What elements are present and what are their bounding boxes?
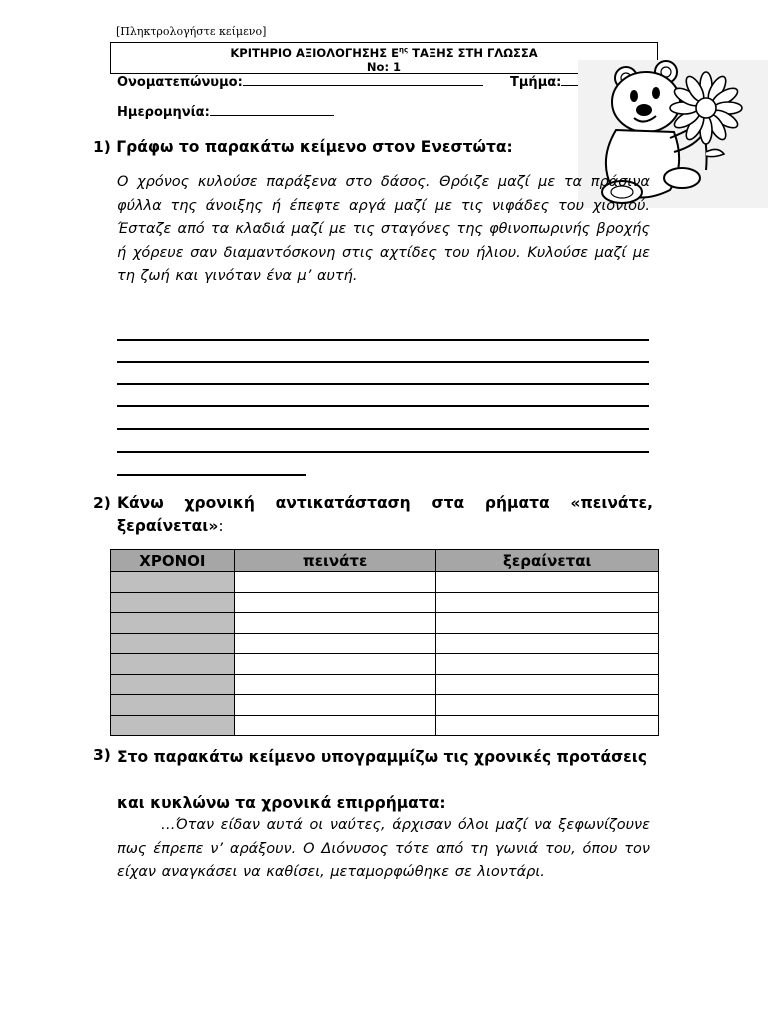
tenses-table [110, 549, 659, 736]
date-label: Ημερομηνία: [117, 105, 210, 120]
q2-instruction [93, 492, 653, 538]
name-field [117, 75, 483, 90]
table-row [111, 633, 659, 654]
answer-cell[interactable] [234, 613, 436, 634]
q2-instruction-text: Κάνω χρονική αντικατάσταση στα ρήματα «πεινάτε, ξεραίνεται» [117, 494, 653, 535]
tense-cell[interactable] [111, 715, 235, 736]
answer-cell[interactable] [436, 633, 659, 654]
title-number: Νο: 1 [366, 59, 402, 74]
answer-cell[interactable] [234, 674, 436, 695]
answer-line[interactable] [117, 405, 649, 407]
answer-line[interactable] [117, 383, 649, 385]
answer-line-short[interactable] [117, 474, 306, 476]
q1-number: 1) [93, 138, 111, 156]
tense-cell[interactable] [111, 654, 235, 675]
tense-cell[interactable] [111, 633, 235, 654]
tense-cell[interactable] [111, 674, 235, 695]
table-row [111, 695, 659, 716]
table-row [111, 613, 659, 634]
answer-line[interactable] [117, 339, 649, 341]
answer-cell[interactable] [436, 695, 659, 716]
q2-colon: : [218, 517, 224, 535]
table-header-verb1: πεινάτε [234, 550, 436, 572]
tense-cell[interactable] [111, 592, 235, 613]
q1-instruction [93, 138, 653, 156]
table-row [111, 654, 659, 675]
answer-cell[interactable] [234, 654, 436, 675]
q3-instruction-line1: Στο παρακάτω κείμενο υπογραμμίζω τις χρονικές προτάσεις [117, 748, 648, 766]
answer-cell[interactable] [436, 572, 659, 593]
date-blank[interactable] [210, 115, 334, 116]
answer-cell[interactable] [234, 695, 436, 716]
q2-number: 2) [93, 494, 111, 512]
tense-cell[interactable] [111, 613, 235, 634]
answer-cell[interactable] [436, 715, 659, 736]
class-label: Τμήμα: [510, 75, 562, 90]
name-blank[interactable] [243, 85, 483, 86]
answer-cell[interactable] [436, 592, 659, 613]
answer-line[interactable] [117, 451, 649, 453]
answer-cell[interactable] [234, 633, 436, 654]
q1-instruction-text: Γράφω το παρακάτω κείμενο στον Ενεστώτα: [116, 138, 513, 156]
title-box [110, 42, 658, 74]
table-row [111, 592, 659, 613]
tense-cell[interactable] [111, 572, 235, 593]
table-header-row [111, 550, 659, 572]
tense-cell[interactable] [111, 695, 235, 716]
q3-passage: …Όταν είδαν αυτά οι ναύτες, άρχισαν όλοι μαζί να ξεφωνίζουνε πως έπρεπε ν’ αράξουν. Ο Διόνυσος τότε από τη γωνιά του, όπου τον είχαν αναγκάσει να καθίσει, μεταμορφώθηκε σε λιοντάρι. [117, 817, 650, 880]
q1-passage: Ο χρόνος κυλούσε παράξενα στο δάσος. Θρόιζε μαζί με τα πράσινα φύλλα της άνοιξης ή έπεφτε αργά μαζί με τις νιφάδες του χιονιού. Έσταζε από τα κλαδιά μαζί με τις σταγόνες της φθινοπωρινής βροχής ή χόρευε σαν διαμαντόσκονη στις αχτίδες του ήλιου. Κυλούσε μαζί με τη ζωή και γινόταν ένα μ’ αυτή. [117, 174, 650, 284]
header-placeholder-text: [Πληκτρολογήστε κείμενο] [116, 25, 267, 38]
answer-cell[interactable] [234, 592, 436, 613]
answer-line[interactable] [117, 361, 649, 363]
table-header-verb2: ξεραίνεται [436, 550, 659, 572]
answer-line[interactable] [117, 428, 649, 430]
title-main: ΚΡΙΤΗΡΙΟ ΑΞΙΟΛΟΓΗΣΗΣ Ε [230, 45, 400, 60]
name-label: Ονοματεπώνυμο: [117, 75, 243, 90]
answer-cell[interactable] [234, 715, 436, 736]
table-header-tenses: ΧΡΟΝΟΙ [111, 550, 235, 572]
q3-instruction-line2: και κυκλώνω τα χρονικά επιρρήματα: [117, 794, 446, 812]
q3-number: 3) [93, 746, 111, 764]
date-field [117, 105, 334, 120]
table-row [111, 572, 659, 593]
answer-cell[interactable] [436, 613, 659, 634]
title-line [111, 43, 657, 60]
answer-cell[interactable] [436, 674, 659, 695]
table-row [111, 674, 659, 695]
table-row [111, 715, 659, 736]
answer-cell[interactable] [436, 654, 659, 675]
answer-cell[interactable] [234, 572, 436, 593]
title-superscript: ης [399, 46, 409, 54]
title-rest: ΤΑΞΗΣ ΣΤΗ ΓΛΩΣΣΑ [408, 45, 538, 60]
